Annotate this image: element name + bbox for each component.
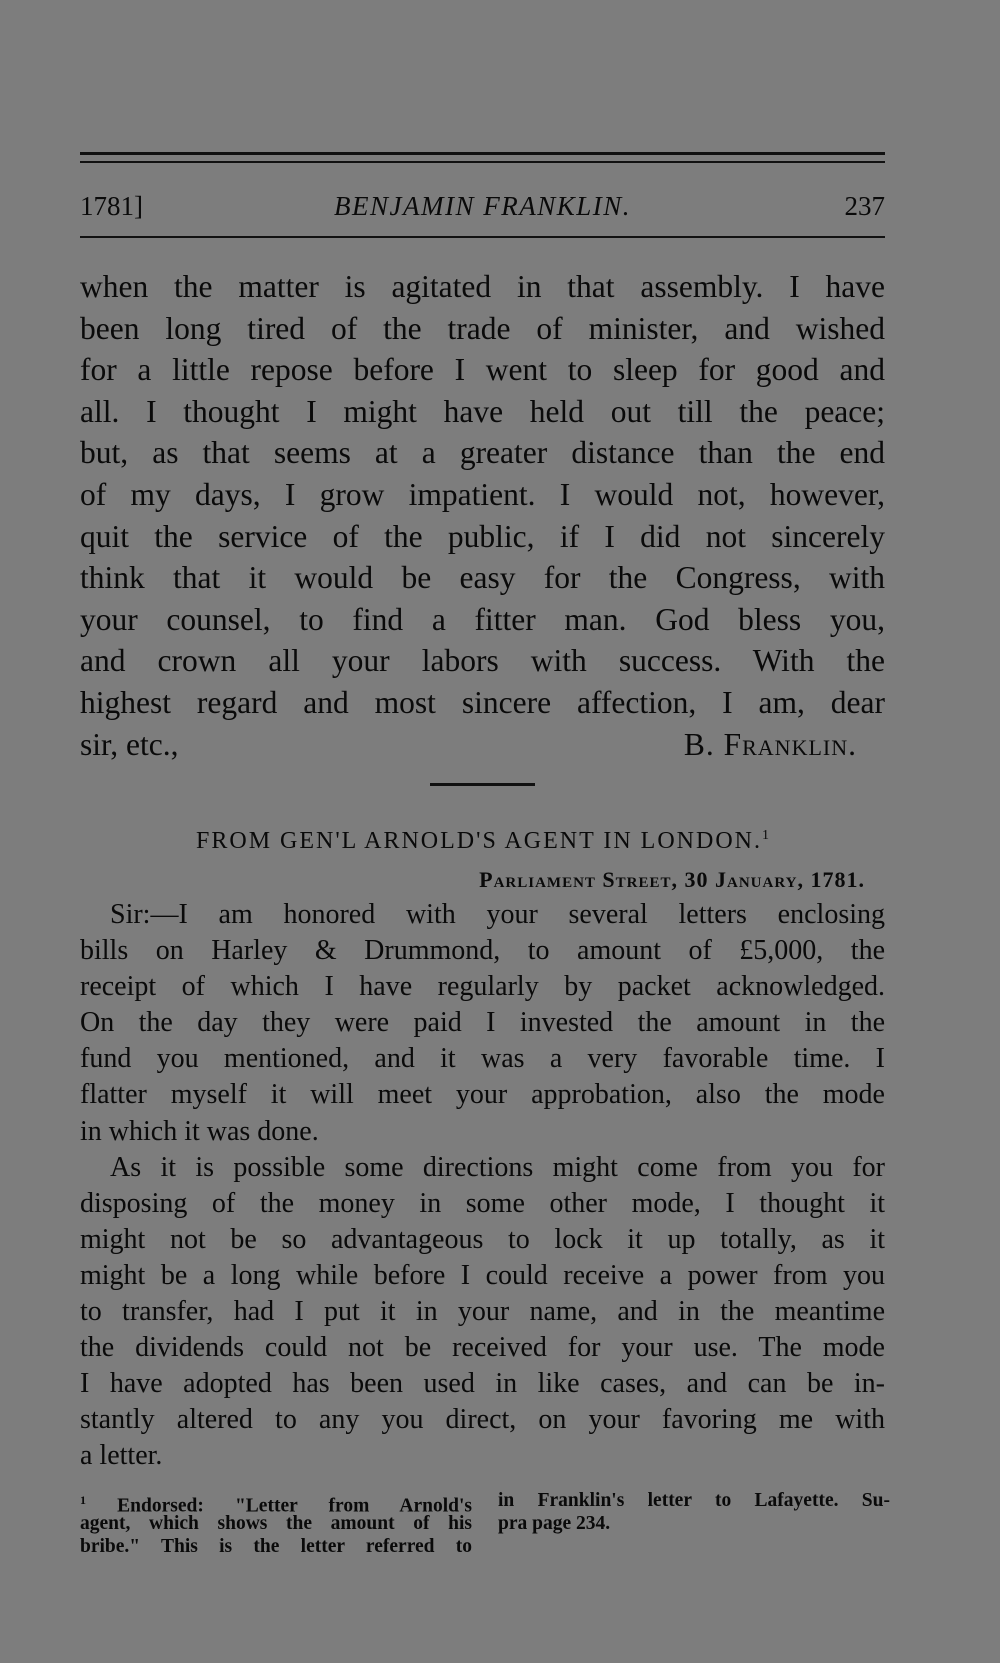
footnote-left-column bbox=[80, 1489, 472, 1558]
letter-heading bbox=[80, 818, 885, 859]
signature: B. Franklin. bbox=[683, 726, 857, 762]
text-line: but, as that seems at a greater distance than the end bbox=[80, 435, 885, 471]
footnote-line: pra page 234. bbox=[498, 1513, 611, 1534]
footnote-line: bribe." This is the letter referred to bbox=[80, 1536, 472, 1557]
dateline: Parliament Street, 30 January, 1781. bbox=[479, 867, 865, 892]
text-line: I have adopted has been used in like cases, and can be in- bbox=[80, 1368, 885, 1400]
footnote-text: Endorsed: "Letter from Arnold's bbox=[117, 1495, 472, 1517]
running-head bbox=[80, 186, 885, 226]
closing: sir, etc., bbox=[80, 726, 179, 762]
text-line: in which it was done. bbox=[80, 1115, 319, 1147]
text-line: quit the service of the public, if I did not sincerely bbox=[80, 518, 885, 554]
text-line: disposing of the money in some other mode, I thought it bbox=[80, 1187, 885, 1219]
text-line: think that it would be easy for the Congress, with bbox=[80, 560, 885, 596]
running-head-title: BENJAMIN FRANKLIN. bbox=[334, 191, 631, 221]
footnote-reference: 1 bbox=[762, 828, 769, 843]
text-line: As it is possible some directions might come from you for bbox=[110, 1151, 885, 1183]
text-line: stantly altered to any you direct, on your favoring me with bbox=[80, 1404, 885, 1436]
top-rule-thin bbox=[80, 161, 885, 163]
footnote-marker: 1 bbox=[80, 1493, 86, 1507]
text-line: a letter. bbox=[80, 1440, 163, 1472]
text-line: been long tired of the trade of minister, and wished bbox=[80, 310, 885, 346]
signature-line bbox=[80, 724, 885, 766]
letter-heading-text: FROM GEN'L ARNOLD'S AGENT IN LONDON. bbox=[196, 828, 762, 854]
text-line: might be a long while before I could receive a power from you bbox=[80, 1259, 885, 1291]
text-line: all. I thought I might have held out till the peace; bbox=[80, 393, 885, 429]
text-line: bills on Harley & Drummond, to amount of £5,000, the bbox=[80, 935, 885, 967]
text-line: receipt of which I have regularly by packet acknowledged. bbox=[80, 971, 885, 1003]
text-line: highest regard and most sincere affection, I am, dear bbox=[80, 684, 885, 720]
footnote-line bbox=[80, 1489, 472, 1517]
text-line: Sir:—I am honored with your several letters enclosing bbox=[110, 899, 885, 930]
text-line: might not be so advantageous to lock it up totally, as it bbox=[80, 1223, 885, 1255]
footnote-line: in Franklin's letter to Lafayette. Su- bbox=[498, 1490, 890, 1511]
text-line: flatter myself it will meet your approbation, also the mode bbox=[80, 1079, 885, 1111]
footnote-line: agent, which shows the amount of his bbox=[80, 1513, 472, 1534]
text-line: of my days, I grow impatient. I would not, however, bbox=[80, 476, 885, 512]
section-divider bbox=[430, 783, 535, 786]
footnote-right-column bbox=[498, 1489, 890, 1535]
text-line: the dividends could not be received for your use. The mode bbox=[80, 1332, 885, 1364]
header-underline bbox=[80, 236, 885, 238]
text-line: when the matter is agitated in that assembly. I have bbox=[80, 269, 885, 304]
text-line: and crown all your labors with success. With the bbox=[80, 643, 885, 679]
text-line: to transfer, had I put it in your name, and in the meantime bbox=[80, 1296, 885, 1328]
text-line: your counsel, to find a fitter man. God bless you, bbox=[80, 601, 885, 637]
book-page bbox=[80, 0, 890, 1663]
letter-body bbox=[80, 897, 885, 1475]
top-rule bbox=[80, 152, 885, 155]
page-number: 237 bbox=[844, 191, 885, 221]
continuation-text bbox=[80, 266, 885, 765]
running-head-year: 1781] bbox=[80, 191, 143, 221]
text-line: On the day they were paid I invested the amount in the bbox=[80, 1007, 885, 1039]
text-line: for a little repose before I went to sleep for good and bbox=[80, 352, 885, 388]
text-line: fund you mentioned, and it was a very favorable time. I bbox=[80, 1043, 885, 1075]
